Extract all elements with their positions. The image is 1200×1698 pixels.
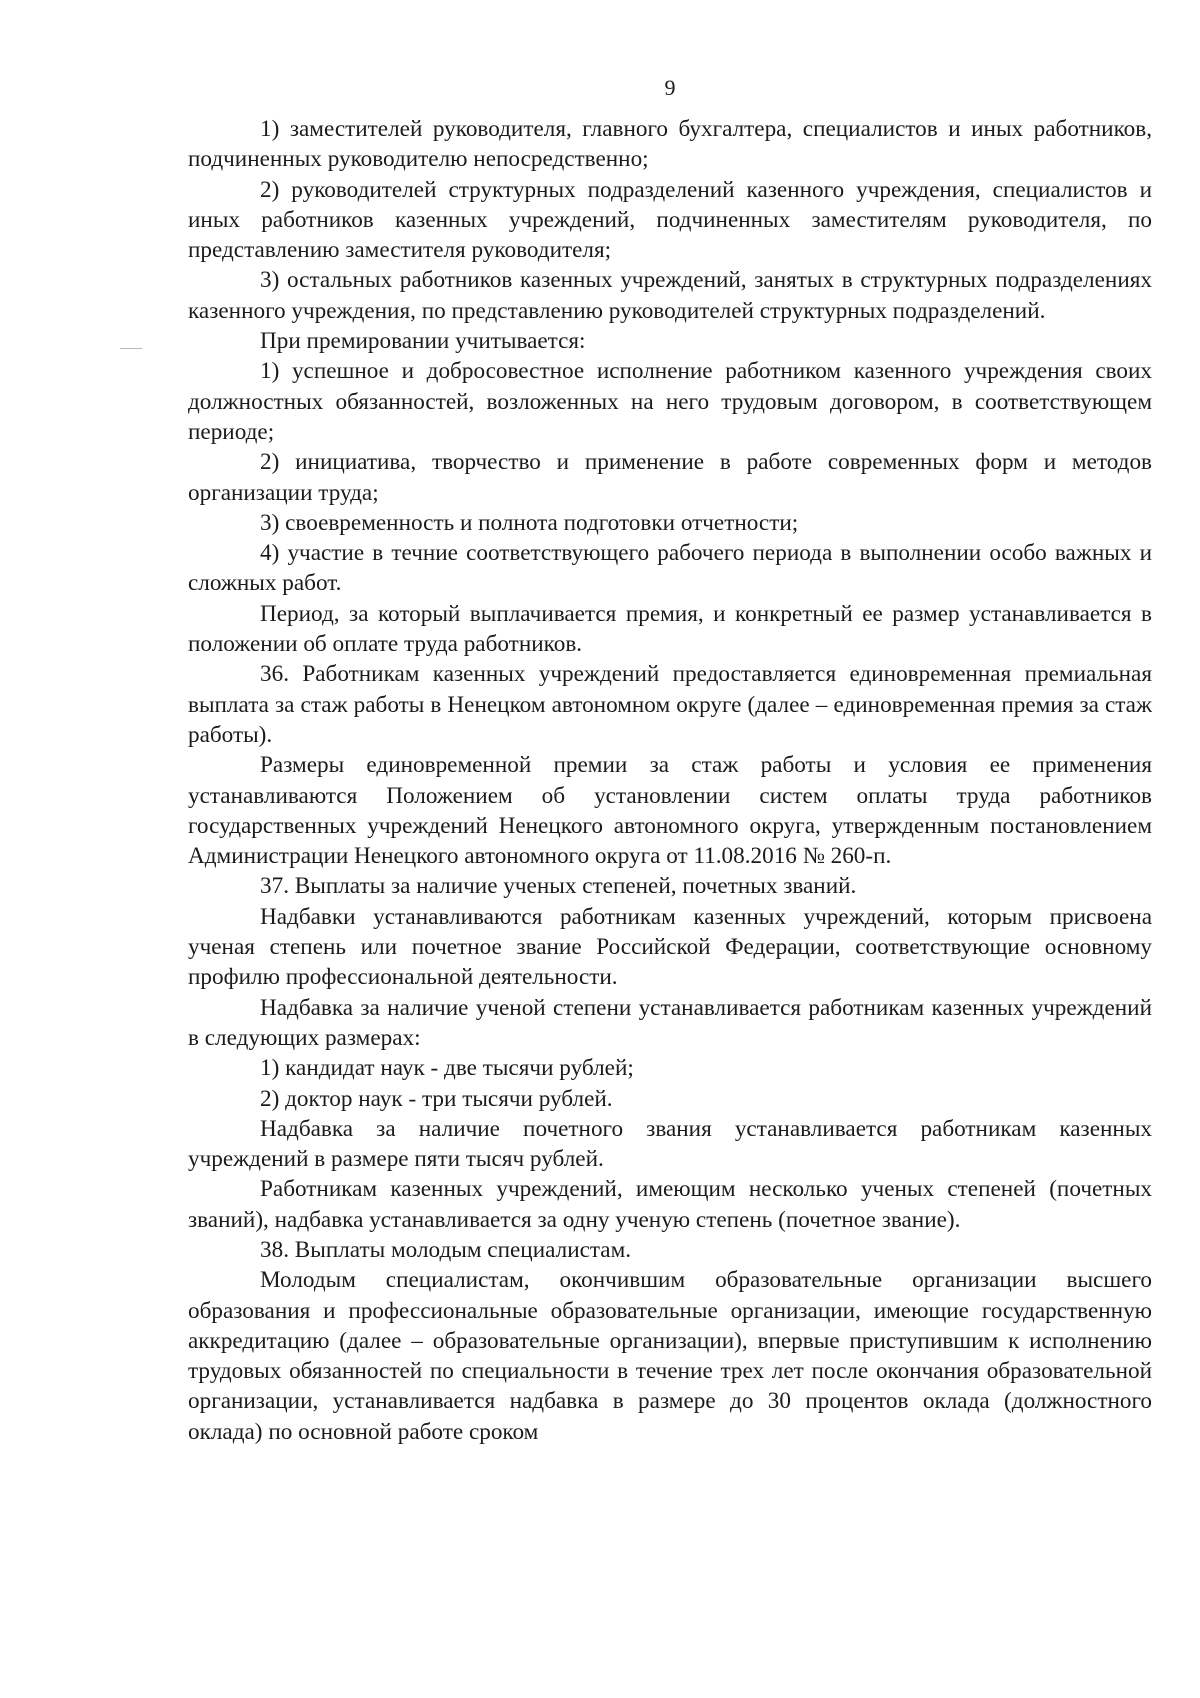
- paragraph-bonus-criteria-intro: При премировании учитывается:: [260, 328, 586, 355]
- paragraph-deputies: 1) заместителей руководителя, главного бухгалтера, специалистов и иных работников, подчиненных руководителю непосредственно;: [188, 116, 1152, 173]
- paragraph-criterion-3: 3) своевременность и полнота подготовки отчетности;: [260, 509, 799, 536]
- paragraph-section-36-amounts: Размеры единовременной премии за стаж работы и условия ее применения устанавливаются Положением об установлении систем оплаты труда работников государственных учреждений Ненецкого автономного округа, утвержденным постановлением Администрации Ненецкого автономного округа от 11.08.2016 № 260-п.: [188, 752, 1152, 870]
- document-body: [188, 114, 1152, 1447]
- paragraph-criterion-2: 2) инициатива, творчество и применение в работе современных форм и методов организации труда;: [188, 449, 1152, 506]
- paragraph-unit-heads: 2) руководителей структурных подразделений казенного учреждения, специалистов и иных работников казенных учреждений, подчиненных заместителям руководителя, по представлению заместителя руководителя;: [188, 176, 1152, 264]
- paragraph-candidate-of-sciences: 1) кандидат наук - две тысячи рублей;: [260, 1055, 634, 1082]
- paragraph-section-38: 38. Выплаты молодым специалистам.: [260, 1236, 632, 1263]
- paragraph-other-workers: 3) остальных работников казенных учреждений, занятых в структурных подразделениях казенного учреждения, по представлению руководителей структурных подразделений.: [188, 267, 1152, 324]
- paragraph-criterion-4: 4) участие в течние соответствующего рабочего периода в выполнении особо важных и сложных работ.: [188, 540, 1152, 597]
- paragraph-bonus-period: Период, за который выплачивается премия, и конкретный ее размер устанавливается в положении об оплате труда работников.: [188, 600, 1152, 658]
- paragraph-section-37: 37. Выплаты за наличие ученых степеней, почетных званий.: [260, 873, 857, 900]
- paragraph-degree-allowance: Надбавка за наличие ученой степени устанавливается работникам казенных учреждений в следующих размерах:: [188, 994, 1152, 1051]
- paragraph-multiple-degrees: Работникам казенных учреждений, имеющим несколько ученых степеней (почетных званий), надбавка устанавливается за одну ученую степень (почетное звание).: [188, 1176, 1152, 1233]
- paragraph-criterion-1: 1) успешное и добросовестное исполнение работником казенного учреждения своих должностных обязанностей, возложенных на него трудовым договором, в соответствующем периоде;: [188, 358, 1152, 445]
- paragraph-honorary-title-allowance: Надбавка за наличие почетного звания устанавливается работникам казенных учреждений в размере пяти тысяч рублей.: [188, 1115, 1152, 1173]
- paragraph-section-37-allowances: Надбавки устанавливаются работникам казенных учреждений, которым присвоена ученая степень или почетное звание Российской Федерации, соответствующие основному профилю профессиональной деятельности.: [188, 903, 1152, 991]
- paragraph-section-36: 36. Работникам казенных учреждений предоставляется единовременная премиальная выплата за стаж работы в Ненецком автономном округе (далее – единовременная премия за стаж работы).: [188, 661, 1152, 748]
- paragraph-doctor-of-sciences: 2) доктор наук - три тысячи рублей.: [260, 1085, 613, 1112]
- scan-artifact-mark: [120, 348, 142, 349]
- paragraph-young-specialists: Молодым специалистам, окончившим образовательные организации высшего образования и профессиональные образовательные организации, имеющие государственную аккредитацию (далее – образовательные организации), впервые приступившим к исполнению трудовых обязанностей по специальности в течение трех лет после окончания образовательной организации, устанавливается надбавка в размере до 30 процентов оклада (должностного оклада) по основной работе сроком: [188, 1267, 1152, 1445]
- page-number: 9: [664, 75, 676, 100]
